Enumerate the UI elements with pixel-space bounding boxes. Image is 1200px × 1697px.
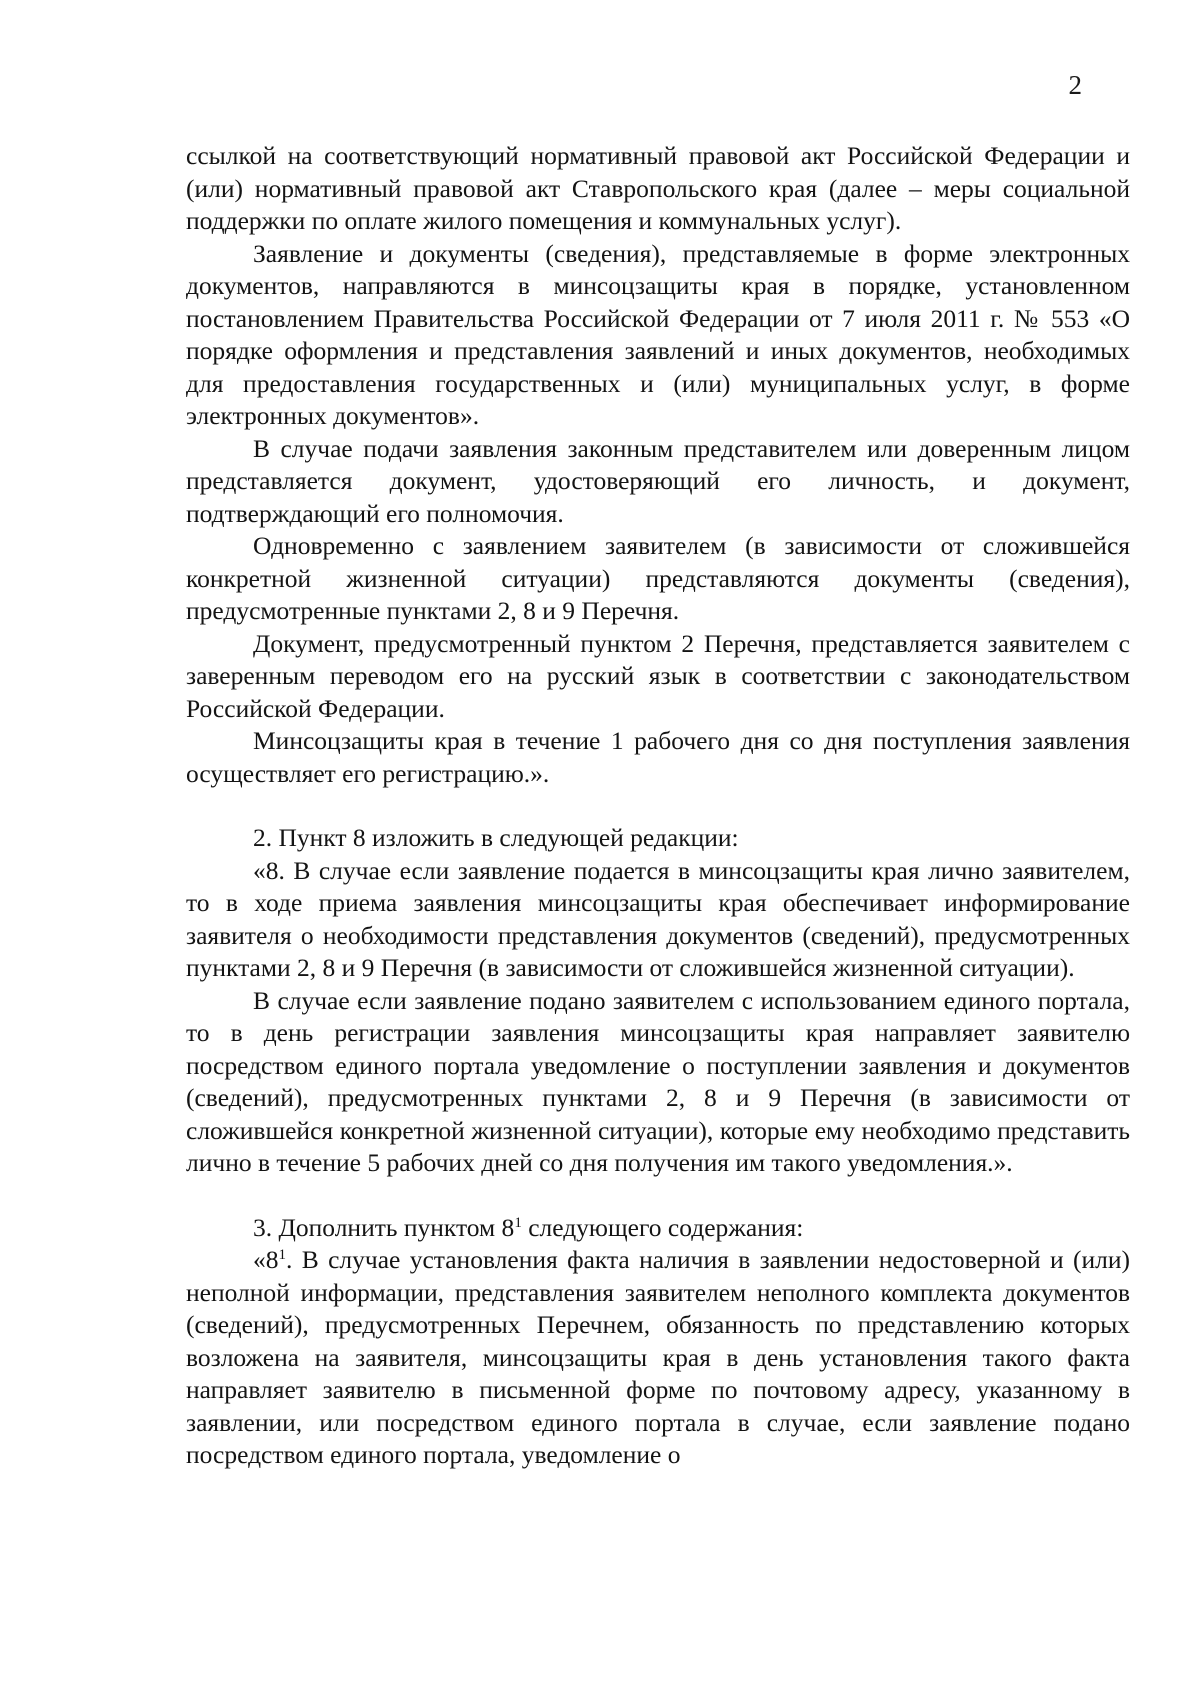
document-body [186,140,1130,1472]
paragraph-item-3-heading [186,1212,1130,1245]
superscript-index: 1 [514,1214,522,1231]
heading-text-end: следующего содержания: [521,1212,804,1242]
paragraph-registration: Минсоцзащиты края в течение 1 рабочего дня со дня поступления заявления осуществляет его регистрацию.». [186,726,1130,788]
paragraph-portal-notification: В случае если заявление подано заявителем с использованием единого портала, то в день регистрации заявления минсоцзащиты края направляет заявителю посредством единого портала уведомление о поступлении заявления и документов (сведений), предусмотренных пунктами 2, 8 и 9 Перечня (в зависимости от сложившейся конкретной жизненной ситуации), которые ему необходимо представить лично в течение 5 рабочих дней со дня получения им такого уведомления.». [186,985,1130,1177]
item-number-start: «8 [253,1245,279,1274]
paragraph-translation: Документ, предусмотренный пунктом 2 Перечня, представляется заявителем с заверенным переводом его на русский язык в соответствии с законодательством Российской Федерации. [186,628,1130,723]
heading-text-start: 3. Дополнить пунктом 8 [253,1212,515,1242]
item-text: . В случае установления факта наличия в заявлении недостоверной и (или) неполной информации, представления заявителем неполного комплекта документов (сведений), предусмотренных Перечнем, обязанность по представлению которых возложена на заявителя, минсоцзащиты края в день установления такого факта направляет заявителю в письменной форме по почтовому адресу, указанному в заявлении, или посредством единого портала в случае, если заявление подано посредством единого портала, уведомление о [186,1245,1130,1469]
paragraph-electronic-documents: Заявление и документы (сведения), представляемые в форме электронных документов, направляются в минсоцзащиты края в порядке, установленном постановлением Правительства Российской Федерации от 7 июля 2011 г. № 553 «О порядке оформления и представления заявлений и иных документов, необходимых для предоставления государственных и (или) муниципальных услуг, в форме электронных документов». [186,238,1130,430]
paragraph-continuation: ссылкой на соответствующий нормативный правовой акт Российской Федерации и (или) нормативный правовой акт Ставропольского края (далее – меры социальной поддержки по оплате жилого помещения и коммунальных услуг). [186,141,1130,235]
paragraph-item-8-text: «8. В случае если заявление подается в минсоцзащиты края лично заявителем, то в ходе приема заявления минсоцзащиты края обеспечивает информирование заявителя о необходимости представления документов (сведений), предусмотренных пунктами 2, 8 и 9 Перечня (в зависимости от сложившейся жизненной ситуации). [186,855,1130,982]
paragraph-simultaneous-documents: Одновременно с заявлением заявителем (в зависимости от сложившейся конкретной жизненной ситуации) представляются документы (сведения), предусмотренные пунктами 2, 8 и 9 Перечня. [186,531,1130,625]
paragraph-representative: В случае подачи заявления законным представителем или доверенным лицом представляется документ, удостоверяющий его личность, и документ, подтверждающий его полномочия. [186,433,1130,528]
paragraph-item-2-heading: 2. Пункт 8 изложить в следующей редакции: [253,823,739,852]
superscript-index: 1 [278,1247,286,1263]
page-number: 2 [1068,70,1082,100]
paragraph-item-8-1-text [186,1244,1130,1472]
